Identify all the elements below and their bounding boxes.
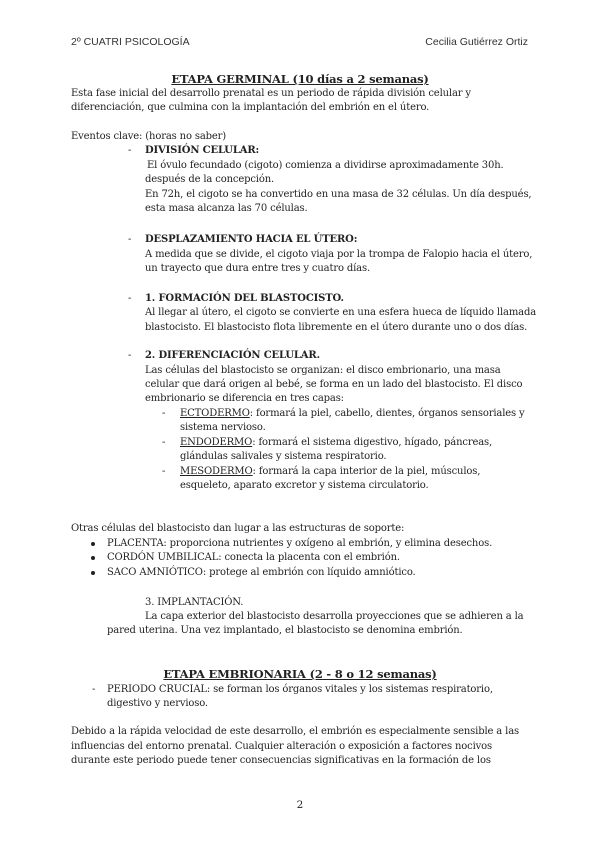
page-number: 2	[296, 799, 304, 811]
layer-cont: sistema nervioso.	[180, 422, 266, 433]
bullet-marker	[91, 542, 95, 546]
paragraph-line: Debido a la rápida velocidad de este desarrollo, el embrión es especialmente sensible a las	[71, 726, 519, 737]
dash-marker: -	[162, 466, 166, 477]
item-line: PERIODO CRUCIAL: se forman los órganos vitales y los sistemas respiratorio,	[107, 684, 493, 695]
item-line: A medida que se divide, el cigoto viaja por la trompa de Falopio hacia el útero,	[145, 249, 533, 260]
bullet-marker	[91, 556, 95, 560]
support-item: CORDÓN UMBILICAL: conecta la placenta con el embrión.	[107, 552, 400, 563]
item-line: embrionario se diferencia en tres capas:	[145, 393, 344, 404]
header-course: 2º CUATRI PSICOLOGÍA	[71, 36, 190, 48]
layer-cont: esqueleto, aparato excretor y sistema circulatorio.	[180, 480, 429, 491]
item-line: digestivo y nervioso.	[107, 698, 208, 709]
intro-line: Esta fase inicial del desarrollo prenatal es un periodo de rápida división celular y	[71, 88, 471, 99]
implant-line: La capa exterior del blastocisto desarrolla proyecciones que se adhieren a la	[145, 611, 524, 622]
layer-text: : formará la piel, cabello, dientes, órganos sensoriales y	[249, 408, 525, 419]
item-line: celular que dará origen al bebé, se forma en un lado del blastocisto. El disco	[145, 379, 523, 390]
dash-marker: -	[128, 293, 132, 304]
item-heading: DESPLAZAMIENTO HACIA EL ÚTERO:	[145, 234, 358, 245]
bullet-marker	[91, 571, 95, 575]
item-line: un trayecto que dura entre tres y cuatro días.	[145, 263, 370, 274]
support-intro: Otras células del blastocisto dan lugar a las estructuras de soporte:	[71, 523, 405, 534]
layer-name: ECTODERMO	[180, 408, 250, 419]
item-line: Al llegar al útero, el cigoto se convierte en una esfera hueca de líquido llamada	[145, 307, 537, 318]
item-heading: DIVISIÓN CELULAR:	[145, 145, 260, 156]
implant-heading: 3. IMPLANTACIÓN.	[145, 597, 244, 608]
layer-cont: glándulas salivales y sistema respiratorio.	[180, 451, 387, 462]
intro-line: diferenciación, que culmina con la implantación del embrión en el útero.	[71, 102, 430, 113]
layer-ectodermo	[180, 407, 525, 421]
layer-name: MESODERMO	[180, 466, 253, 477]
dash-marker: -	[128, 234, 132, 245]
item-line: En 72h, el cigoto se ha convertido en una masa de 32 células. Un día después,	[145, 189, 532, 200]
implant-line: pared uterina. Una vez implantado, el blastocisto se denomina embrión.	[107, 625, 463, 636]
section-title-germinal: ETAPA GERMINAL (10 días a 2 semanas)	[171, 72, 429, 86]
events-label: Eventos clave: (horas no saber)	[71, 131, 227, 142]
support-item: PLACENTA: proporciona nutrientes y oxígeno al embrión, y elimina desechos.	[107, 538, 493, 549]
item-line: esta masa alcanza las 70 células.	[145, 203, 308, 214]
layer-text: : formará la capa interior de la piel, músculos,	[252, 466, 481, 477]
paragraph-line: durante este periodo puede tener consecuencias significativas en la formación de los	[71, 755, 491, 766]
layer-name: ENDODERMO	[180, 437, 253, 448]
layer-endodermo	[180, 436, 492, 450]
item-line: después de la concepción.	[145, 174, 275, 185]
dash-marker: -	[162, 437, 166, 448]
item-line: Las células del blastocisto se organizan: el disco embrionario, una masa	[145, 365, 501, 376]
dash-marker: -	[128, 145, 132, 156]
item-line: El óvulo fecundado (cigoto) comienza a dividirse aproximadamente 30h.	[147, 160, 504, 171]
item-heading: 1. FORMACIÓN DEL BLASTOCISTO.	[145, 293, 344, 304]
layer-mesodermo	[180, 465, 480, 479]
header-author: Cecilia Gutiérrez Ortiz	[425, 36, 528, 48]
item-line: blastocisto. El blastocisto flota libremente en el útero durante uno o dos días.	[145, 322, 528, 333]
support-item: SACO AMNIÓTICO: protege al embrión con líquido amniótico.	[107, 567, 416, 578]
dash-marker: -	[92, 684, 96, 695]
dash-marker: -	[162, 408, 166, 419]
layer-text: : formará el sistema digestivo, hígado, páncreas,	[252, 437, 493, 448]
paragraph-line: influencias del entorno prenatal. Cualquier alteración o exposición a factores nocivos	[71, 741, 492, 752]
item-heading: 2. DIFERENCIACIÓN CELULAR.	[145, 350, 320, 361]
dash-marker: -	[128, 350, 132, 361]
section-title-embrionaria: ETAPA EMBRIONARIA (2 - 8 o 12 semanas)	[163, 667, 437, 681]
